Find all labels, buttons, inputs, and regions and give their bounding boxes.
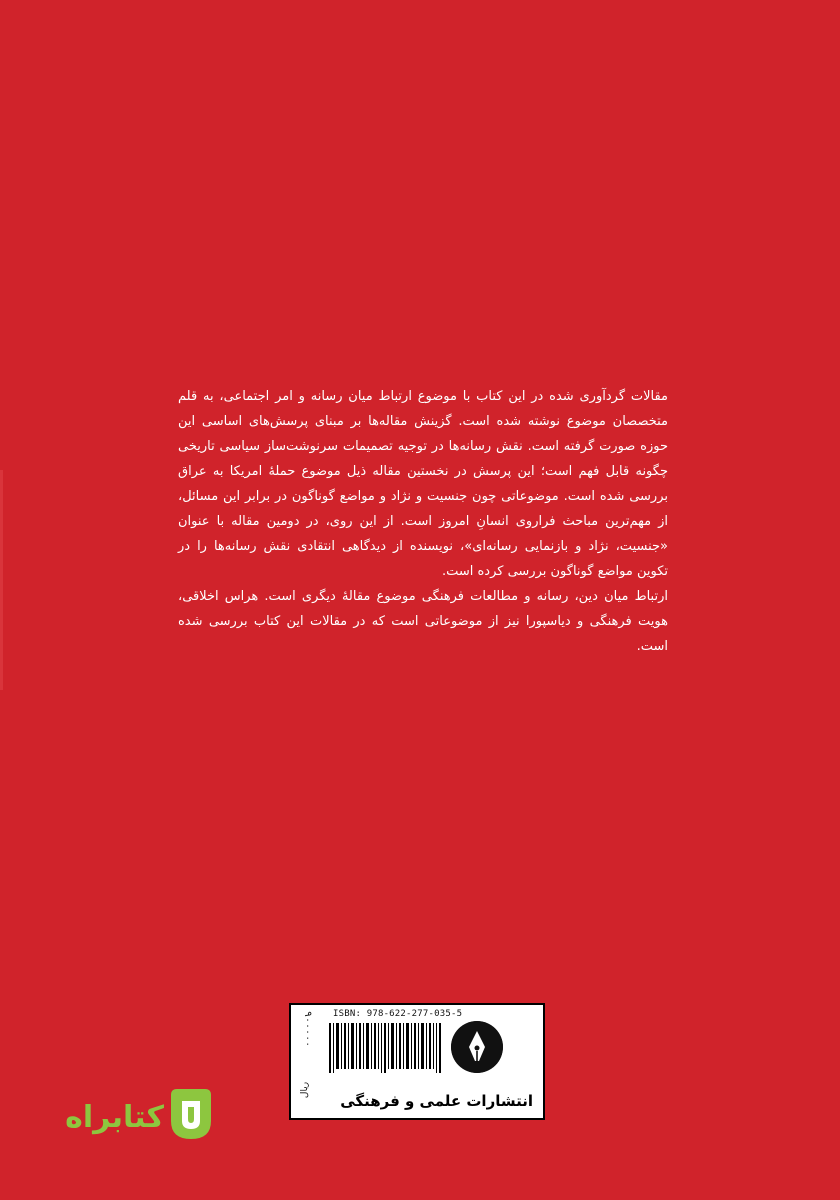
barcode-bars	[329, 1023, 441, 1073]
publisher-name: انتشارات علمی و فرهنگی	[340, 1092, 533, 1110]
isbn-text: ISBN: 978-622-277-035-5	[333, 1009, 463, 1019]
ketabrah-logo-icon	[166, 1087, 216, 1141]
price-value: ۹۰۰۰۰۰	[302, 1011, 313, 1048]
blurb-paragraph-2: ارتباط میان دین، رسانه و مطالعات فرهنگی موضوع مقالهٔ دیگری است. هراس اخلاقی، هویت فرهنگی و دیاسپورا نیز از موضوعاتی است که در مقالات این کتاب بررسی شده است.	[178, 589, 668, 654]
blurb-text	[178, 384, 668, 659]
price-unit: ریال	[300, 1081, 311, 1099]
barcode-panel	[289, 1003, 545, 1120]
publisher-logo-icon	[451, 1021, 503, 1073]
blurb-paragraph-1: مقالات گردآوری شده در این کتاب با موضوع ارتباط میان رسانه و امر اجتماعی، به قلم متخصصان موضوع نوشته شده است. گزینش مقاله‌ها بر مبنای پرسش‌های اساسی این حوزه صورت گرفته است. نقش رسانه‌ها در توجیه تصمیمات سرنوشت‌ساز سیاسی تاریخی چگونه قابل فهم است؛ این پرسش در نخستین مقاله ذیل موضوع حملهٔ امریکا به عراق بررسی شده است. موضوعاتی چون جنسیت و نژاد و مواضع گوناگون در برابر این مسائل، از مهم‌ترین مباحث فراروی انسانِ امروز است. از این روی، در دومین مقاله با عنوان «جنسیت، نژاد و بازنمایی رسانه‌ای»، نویسنده از دیدگاهی انتقادی نقش رسانه‌ها را در تکوین مواضع گوناگون بررسی کرده است.	[178, 389, 668, 579]
spine-edge	[0, 470, 3, 690]
ketabrah-watermark	[20, 1085, 215, 1155]
ketabrah-wordmark: کتابراه	[65, 1100, 164, 1135]
